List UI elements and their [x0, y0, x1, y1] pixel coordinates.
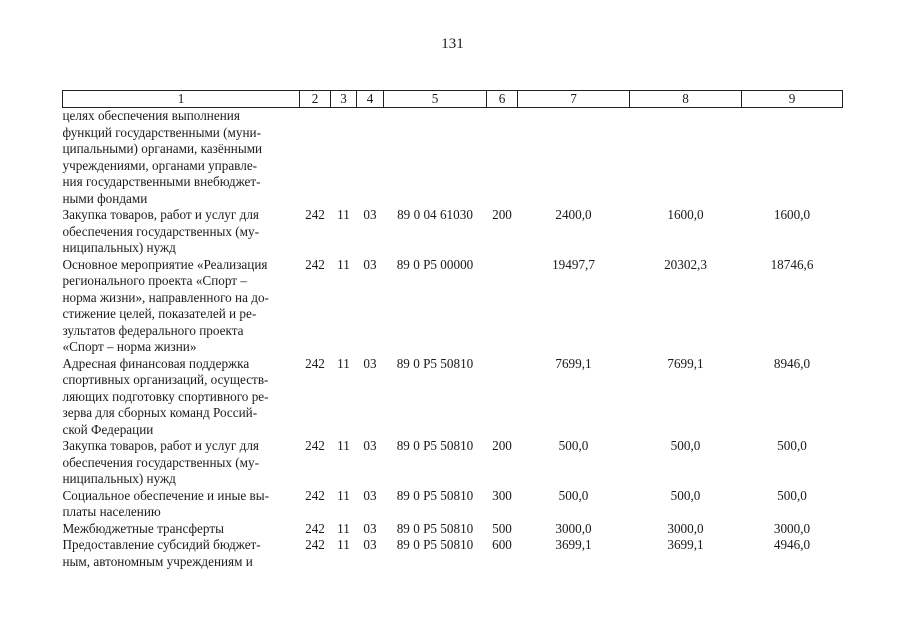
item-name-line: целях обеспечения выполнения	[62, 108, 240, 123]
amount-year3-cell: 18746,6	[770, 256, 814, 272]
item-name-cell	[63, 108, 300, 208]
target-article-cell: 89 0 04 61030	[397, 207, 473, 222]
header-cell-9: 9	[742, 91, 843, 108]
ministry-code-cell: 242	[305, 537, 325, 552]
ministry-code-cell	[300, 108, 331, 208]
item-name-line: «Спорт – норма жизни»	[62, 339, 197, 354]
table-row	[63, 537, 843, 570]
expense-type-cell: 500	[492, 520, 512, 536]
table-body	[63, 108, 843, 571]
ministry-code-cell: 242	[305, 207, 325, 222]
section-cell: 11	[337, 355, 350, 371]
item-name-line: норма жизни», направленного на до-	[62, 289, 269, 305]
target-article-cell: 89 0 P5 50810	[396, 355, 474, 371]
expense-type-cell	[487, 108, 518, 208]
expense-type-cell: 300	[492, 487, 512, 503]
amount-year3-cell: 4946,0	[773, 537, 811, 552]
subsection-cell: 03	[363, 355, 377, 371]
item-name-line: ными фондами	[62, 190, 148, 206]
subsection-cell: 03	[363, 256, 377, 272]
ministry-code-cell: 242	[305, 256, 325, 272]
amount-year1-cell	[518, 108, 630, 208]
amount-year2-cell: 3000,0	[667, 520, 704, 536]
section-cell	[331, 108, 357, 208]
expense-type-cell: 600	[492, 537, 512, 552]
amount-year3-cell: 3000,0	[773, 520, 811, 536]
amount-year2-cell: 1600,0	[667, 207, 704, 222]
item-name-line: Адресная финансовая поддержка	[62, 355, 250, 371]
amount-year3-cell: 8946,0	[773, 355, 811, 371]
header-cell-6: 6	[487, 91, 518, 108]
amount-year1-cell: 3699,1	[555, 537, 592, 552]
header-cell-3: 3	[331, 91, 357, 108]
table-row	[63, 108, 843, 208]
item-name-line: регионального проекта «Спорт –	[62, 273, 247, 288]
header-cell-8: 8	[630, 91, 742, 108]
item-name-cell	[63, 257, 300, 356]
expense-type-cell	[487, 257, 518, 356]
target-article-cell	[384, 108, 487, 208]
amount-year2-cell: 7699,1	[667, 355, 704, 371]
item-name-line: обеспечения государственных (му-	[62, 223, 260, 239]
amount-year2-cell: 20302,3	[664, 256, 707, 272]
item-name-cell	[63, 537, 300, 570]
header-cell-1: 1	[63, 91, 300, 108]
item-name-line: ниципальных) нужд	[62, 240, 176, 255]
section-cell: 11	[337, 520, 350, 536]
item-name-line: зерва для сборных команд Россий-	[62, 405, 258, 420]
amount-year3-cell: 500,0	[777, 438, 807, 453]
table-row	[63, 438, 843, 488]
expense-type-cell: 200	[492, 207, 512, 222]
subsection-cell: 03	[363, 537, 377, 552]
item-name-line: ниципальных) нужд	[62, 471, 176, 486]
item-name-line: ской Федерации	[62, 421, 154, 437]
amount-year3-cell: 500,0	[777, 487, 807, 503]
item-name-cell	[63, 521, 300, 538]
ministry-code-cell: 242	[305, 438, 325, 453]
subsection-cell	[357, 108, 384, 208]
subsection-cell: 03	[363, 207, 377, 222]
section-cell: 11	[337, 537, 350, 552]
target-article-cell: 89 0 P5 50810	[396, 520, 474, 536]
subsection-cell: 03	[363, 520, 377, 536]
amount-year2-cell: 3699,1	[667, 537, 704, 552]
subsection-cell: 03	[363, 487, 377, 503]
item-name-line: платы населению	[62, 504, 161, 519]
amount-year1-cell: 500,0	[558, 487, 589, 503]
item-name-line: учреждениями, органами управле-	[62, 157, 258, 173]
item-name-line: обеспечения государственных (му-	[62, 454, 260, 470]
amount-year1-cell: 3000,0	[555, 520, 592, 536]
amount-year2-cell: 500,0	[670, 438, 701, 453]
item-name-line: ния государственными внебюджет-	[62, 174, 261, 189]
item-name-line: спортивных организаций, осуществ-	[62, 372, 269, 387]
expense-type-cell	[487, 356, 518, 439]
header-cell-2: 2	[300, 91, 331, 108]
item-name-line: Закупка товаров, работ и услуг для	[62, 207, 259, 222]
amount-year1-cell: 7699,1	[555, 355, 592, 371]
ministry-code-cell: 242	[305, 355, 325, 371]
section-cell: 11	[337, 438, 350, 453]
amount-year1-cell: 500,0	[558, 438, 589, 453]
item-name-line: стижение целей, показателей и ре-	[62, 306, 257, 321]
header-row	[63, 91, 843, 108]
amount-year3-cell: 1600,0	[773, 207, 811, 222]
amount-year2-cell	[630, 108, 742, 208]
table-row	[63, 356, 843, 439]
item-name-line: функций государственными (муни-	[62, 124, 261, 140]
item-name-line: Закупка товаров, работ и услуг для	[62, 438, 259, 453]
table-row	[63, 488, 843, 521]
target-article-cell: 89 0 P5 00000	[396, 256, 474, 272]
item-name-line: Социальное обеспечение и иные вы-	[62, 487, 269, 503]
ministry-code-cell: 242	[305, 487, 325, 503]
amount-year3-cell	[742, 108, 843, 208]
item-name-cell	[63, 488, 300, 521]
budget-table	[62, 90, 843, 570]
table-row	[63, 207, 843, 257]
item-name-line: ляющих подготовку спортивного ре-	[62, 388, 269, 404]
amount-year2-cell: 500,0	[670, 487, 701, 503]
item-name-line: ным, автономным учреждениям и	[62, 553, 253, 569]
target-article-cell: 89 0 P5 50810	[396, 537, 474, 552]
section-cell: 11	[337, 207, 350, 222]
item-name-line: зультатов федерального проекта	[62, 322, 244, 338]
item-name-cell	[63, 438, 300, 488]
header-cell-4: 4	[357, 91, 384, 108]
item-name-line: Межбюджетные трансферты	[62, 520, 224, 536]
amount-year1-cell: 2400,0	[555, 207, 592, 222]
item-name-cell	[63, 356, 300, 439]
section-cell: 11	[337, 256, 350, 272]
amount-year1-cell: 19497,7	[552, 256, 595, 272]
item-name-line: Основное мероприятие «Реализация	[62, 256, 268, 272]
target-article-cell: 89 0 P5 50810	[396, 487, 474, 503]
table-row	[63, 521, 843, 538]
item-name-line: Предоставление субсидий бюджет-	[62, 537, 261, 552]
header-cell-7: 7	[518, 91, 630, 108]
item-name-cell	[63, 207, 300, 257]
table-row	[63, 257, 843, 356]
target-article-cell: 89 0 P5 50810	[396, 438, 474, 453]
header-cell-5: 5	[384, 91, 487, 108]
subsection-cell: 03	[363, 438, 377, 453]
ministry-code-cell: 242	[305, 520, 325, 536]
expense-type-cell: 200	[492, 438, 512, 453]
section-cell: 11	[337, 487, 350, 503]
item-name-line: ципальными) органами, казёнными	[62, 141, 263, 156]
page-number: 131	[441, 36, 464, 52]
